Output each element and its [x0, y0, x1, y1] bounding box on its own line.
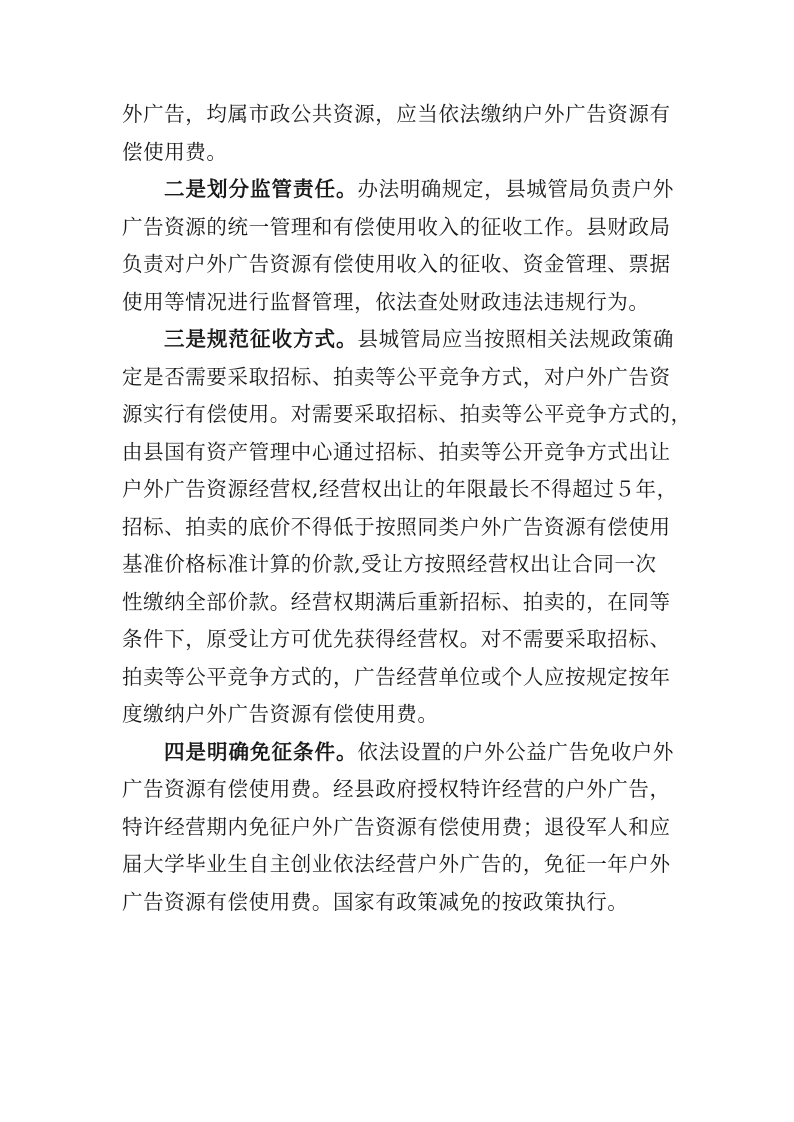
paragraph-line: 条件下，原受让方可优先获得经营权。对不需要采取招标、 — [122, 627, 671, 651]
paragraph-lead-heading: 二是划分监管责任。 — [164, 177, 358, 201]
paragraph-line: 使用等情况进行监督管理，依法查处财政违法违规行为。 — [122, 289, 650, 314]
paragraph-line: 定是否需要采取招标、拍卖等公平竞争方式，对户外广告资 — [122, 364, 671, 389]
paragraph-line: 广告资源有偿使用费。经县政府授权特许经营的户外广告， — [122, 777, 671, 801]
paragraph-line: 源实行有偿使用。对需要采取招标、拍卖等公平竞争方式的， — [122, 402, 692, 426]
paragraph-2 — [122, 171, 678, 321]
paragraph-text: 办法明确规定，县城管局负责户外 — [357, 177, 674, 201]
paragraph-text: 县城管局应当按照相关法规政策确 — [357, 327, 674, 351]
paragraph-first-line — [122, 734, 678, 772]
paragraph-line: 招标、拍卖的底价不得低于按照同类户外广告资源有偿使用 — [122, 514, 671, 539]
paragraph-line: 届大学毕业生自主创业依法经营户外广告的，免征一年户外 — [122, 852, 671, 876]
paragraph-4 — [122, 734, 678, 922]
paragraph-1 — [122, 96, 678, 171]
paragraph-line: 拍卖等公平竞争方式的，广告经营单位或个人应按规定按年 — [122, 664, 671, 689]
paragraph-line: 基准价格标准计算的价款,受让方按照经营权出让合同一次 — [122, 552, 657, 576]
paragraph-line: 户外广告资源经营权,经营权出让的年限最长不得超过５年， — [122, 477, 678, 501]
paragraph-line: 度缴纳户外广告资源有偿使用费。 — [122, 702, 439, 726]
paragraph-line: 负责对户外广告资源有偿使用收入的征收、资金管理、票据 — [122, 252, 671, 276]
paragraph-lead-heading: 四是明确免征条件。 — [164, 739, 358, 764]
paragraph-line: 由县国有资产管理中心通过招标、拍卖等公开竞争方式出让 — [122, 439, 671, 464]
paragraph-line: 特许经营期内免征户外广告资源有偿使用费；退役军人和应 — [122, 814, 671, 839]
paragraph-lead-heading: 三是规范征收方式。 — [164, 327, 358, 351]
paragraph-3 — [122, 321, 692, 734]
paragraph-text: 依法设置的户外公益广告免收户外 — [357, 739, 674, 764]
paragraph-line: 偿使用费。 — [122, 139, 228, 164]
paragraph-first-line — [122, 321, 678, 359]
paragraph-line: 广告资源的统一管理和有偿使用收入的征收工作。县财政局 — [122, 214, 671, 239]
paragraph-first-line — [122, 171, 678, 209]
paragraph-line: 外广告，均属市政公共资源，应当依法缴纳户外广告资源有 — [122, 102, 671, 126]
paragraph-line: 广告资源有偿使用费。国家有政策减免的按政策执行。 — [122, 889, 629, 914]
paragraph-line: 性缴纳全部价款。经营权期满后重新招标、拍卖的，在同等 — [122, 589, 671, 614]
document-body — [122, 96, 692, 921]
